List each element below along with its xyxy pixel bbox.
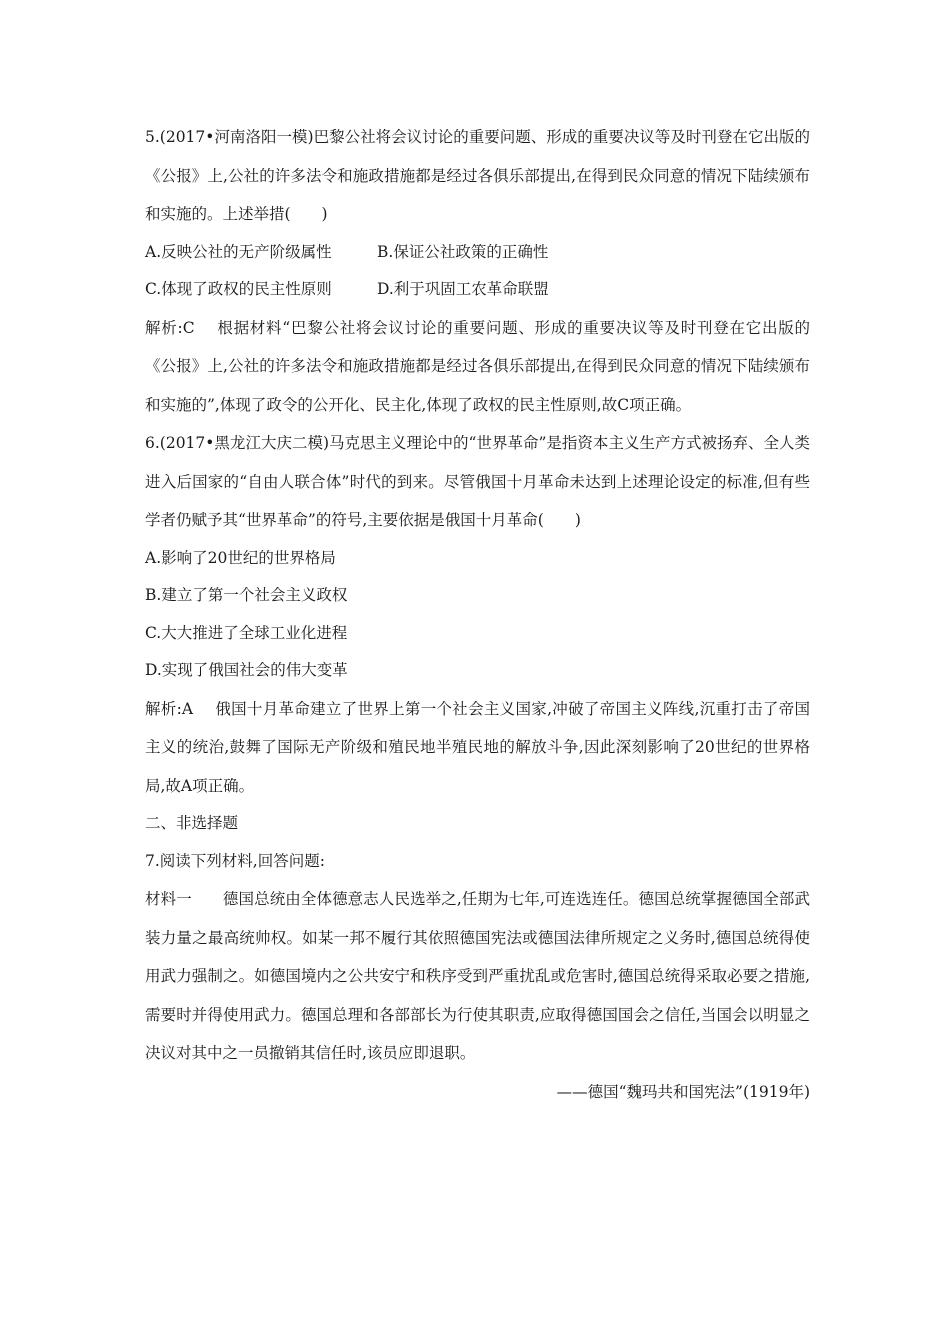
q5-options-row-2: [145, 271, 810, 309]
q7-material1-text: 德国总统由全体德意志人民选举之,任期为七年,可连选连任。德国总统掌握德国全部武装力量之最高统帅权。如某一邦不履行其依照德国宪法或德国法律所规定之义务时,德国总统得使用武力强制之。如德国境内之公共安宁和秩序受到严重扰乱或危害时,德国总统得采取必要之措施,需要时并得使用武力。德国总理和各部部长为行使其职责,应取得德国国会之信任,当国会以明显之决议对其中之一员撤销其信任时,该员应即退职。: [145, 890, 810, 1062]
q5-option-c: C.体现了政权的民主性原则: [145, 280, 332, 298]
q5-stem: 5.(2017•河南洛阳一模)巴黎公社将会议讨论的重要问题、形成的重要决议等及时刊登在它出版的《公报》上,公社的许多法令和施政措施都是经过各俱乐部提出,在得到民众同意的情况下陆续颁布和实施的。上述举措( ): [145, 128, 810, 223]
q6-stem: 6.(2017•黑龙江大庆二模)马克思主义理论中的“世界革命”是指资本主义生产方式被扬弃、全人类进入后国家的“自由人联合体”时代的到来。尽管俄国十月革命未达到上述理论设定的标准,但有些学者仍赋予其“世界革命”的符号,主要依据是俄国十月革命( ): [145, 434, 810, 529]
q5-options-row-1: [145, 234, 810, 272]
q6-analysis: [145, 690, 810, 806]
q5-option-a: A.反映公社的无产阶级属性: [145, 242, 332, 261]
q5-analysis-text: 根据材料“巴黎公社将会议讨论的重要问题、形成的重要决议等及时刊登在它出版的《公报》上,公社的许多法令和施政措施都是经过各俱乐部提出,在得到民众同意的情况下陆续颁布和实施的”,体现了政令的公开化、民主化,体现了政权的民主性原则,故C项正确。: [145, 318, 810, 414]
document-content: [145, 118, 810, 1111]
q6-option-d: D.实现了俄国社会的伟大变革: [145, 661, 348, 679]
q5-option-b: B.保证公社政策的正确性: [377, 242, 549, 261]
q7-material1-source: ——德国“魏玛共和国宪法”(1919年): [556, 1082, 810, 1101]
q6-option-a: A.影响了20世纪的世界格局: [145, 548, 336, 567]
q6-analysis-label: 解析:A: [145, 699, 194, 718]
section2-title: 二、非选择题: [145, 814, 239, 832]
q6-analysis-text: 俄国十月革命建立了世界上第一个社会主义国家,冲破了帝国主义阵线,沉重打击了帝国主义的统治,鼓舞了国际无产阶级和殖民地半殖民地的解放斗争,因此深刻影响了20世纪的世界格局,故A项正确。: [145, 699, 810, 795]
q6-option-b: B.建立了第一个社会主义政权: [145, 586, 348, 604]
q7-material1: [145, 880, 810, 1073]
q7-material1-label: 材料一: [145, 890, 192, 908]
q5-analysis-label: 解析:C: [145, 318, 195, 337]
q5-option-d: D.利于巩固工农革命联盟: [377, 280, 549, 298]
q7-stem: 7.阅读下列材料,回答问题:: [145, 851, 325, 870]
q5-analysis: [145, 309, 810, 425]
q6-option-c: C.大大推进了全球工业化进程: [145, 623, 348, 642]
